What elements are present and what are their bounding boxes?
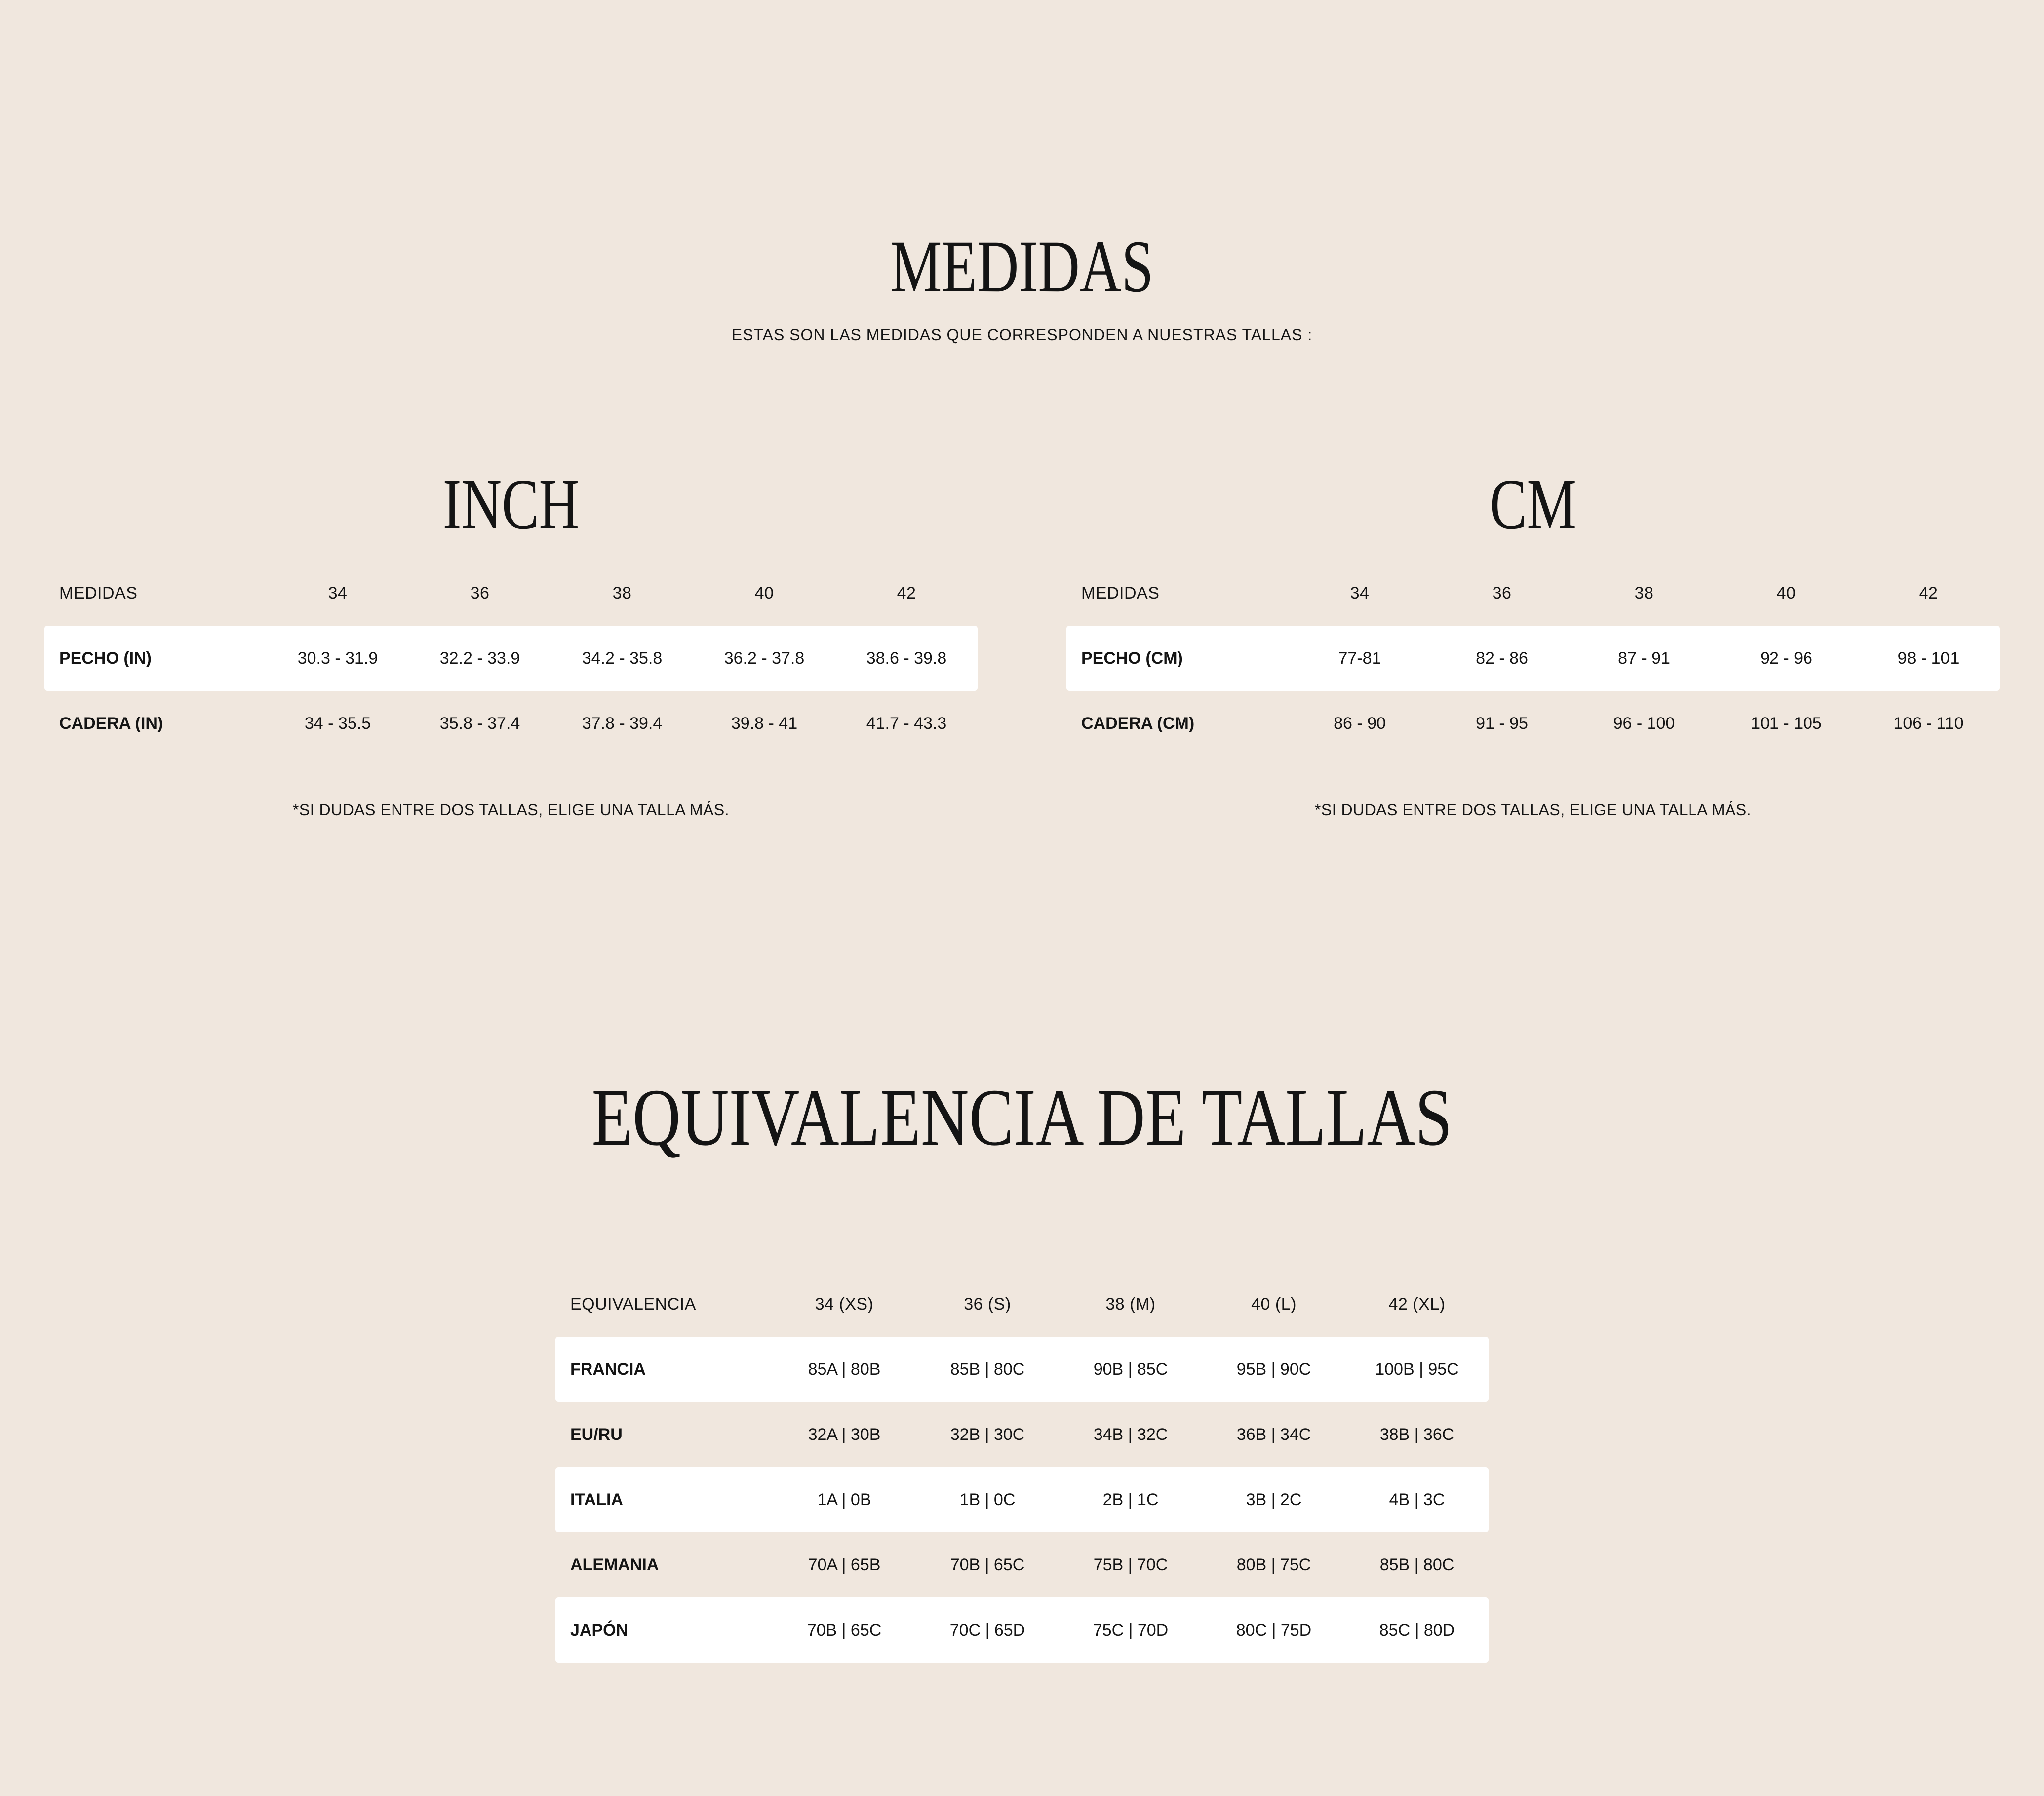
table-cell: 70B | 65C <box>950 1555 1025 1574</box>
row-label: CADERA (CM) <box>1081 714 1195 733</box>
table-cell: 34B | 32C <box>1093 1425 1168 1444</box>
table-cell: 91 - 95 <box>1476 714 1528 733</box>
table-cell: 38B | 36C <box>1379 1425 1454 1444</box>
table-row-francia <box>555 1337 1489 1402</box>
table-cell: 32B | 30C <box>950 1425 1025 1444</box>
column-header: 40 <box>1776 583 1796 602</box>
column-header: 34 <box>1350 583 1370 602</box>
cm-size-table <box>1066 560 2000 756</box>
table-cell: 100B | 95C <box>1375 1359 1459 1379</box>
column-header: MEDIDAS <box>1081 583 1160 602</box>
table-row-cadera <box>1066 691 2000 756</box>
table-cell: 101 - 105 <box>1751 714 1822 733</box>
table-cell: 34 - 35.5 <box>304 714 371 733</box>
row-label: CADERA (IN) <box>59 714 163 733</box>
column-header: 36 <box>1492 583 1512 602</box>
column-header: 38 <box>612 583 632 602</box>
table-cell: 1A | 0B <box>817 1490 871 1509</box>
table-cell: 70B | 65C <box>807 1620 882 1639</box>
row-label: EU/RU <box>570 1425 623 1444</box>
table-header-row <box>44 560 978 626</box>
row-label: PECHO (IN) <box>59 648 152 668</box>
table-cell: 75C | 70D <box>1093 1620 1169 1639</box>
table-cell: 3B | 2C <box>1246 1490 1302 1509</box>
column-header: 42 <box>897 583 916 602</box>
table-cell: 2B | 1C <box>1102 1490 1159 1509</box>
table-cell: 36B | 34C <box>1236 1425 1311 1444</box>
table-cell: 34.2 - 35.8 <box>582 648 663 668</box>
table-cell: 82 - 86 <box>1476 648 1528 668</box>
table-header-row <box>1066 560 2000 626</box>
table-cell: 38.6 - 39.8 <box>866 648 947 668</box>
column-header: 34 (XS) <box>815 1294 874 1314</box>
table-cell: 37.8 - 39.4 <box>582 714 663 733</box>
table-cell: 1B | 0C <box>959 1490 1016 1509</box>
table-row-eu-ru <box>555 1402 1489 1467</box>
table-row-alemania <box>555 1532 1489 1597</box>
table-cell: 87 - 91 <box>1618 648 1670 668</box>
table-cell: 90B | 85C <box>1093 1359 1168 1379</box>
table-cell: 96 - 100 <box>1613 714 1675 733</box>
row-label: PECHO (CM) <box>1081 648 1183 668</box>
table-cell: 32A | 30B <box>808 1425 881 1444</box>
table-cell: 70C | 65D <box>949 1620 1025 1639</box>
row-label: FRANCIA <box>570 1359 646 1379</box>
table-cell: 85C | 80D <box>1379 1620 1455 1639</box>
table-row-cadera <box>44 691 978 756</box>
table-cell: 39.8 - 41 <box>731 714 798 733</box>
table-cell: 106 - 110 <box>1893 714 1964 733</box>
table-cell: 95B | 90C <box>1236 1359 1311 1379</box>
table-cell: 80B | 75C <box>1236 1555 1311 1574</box>
table-cell: 30.3 - 31.9 <box>297 648 378 668</box>
row-label: ALEMANIA <box>570 1555 659 1574</box>
table-cell: 70A | 65B <box>808 1555 881 1574</box>
column-header: EQUIVALENCIA <box>570 1294 696 1314</box>
row-label: ITALIA <box>570 1490 624 1509</box>
size-equivalence-table <box>555 1272 1489 1663</box>
column-header: 42 <box>1919 583 1938 602</box>
table-header-row <box>555 1272 1489 1337</box>
row-label: JAPÓN <box>570 1620 629 1639</box>
inch-section-title: INCH <box>442 465 580 544</box>
table-cell: 41.7 - 43.3 <box>866 714 947 733</box>
column-header: 38 (M) <box>1105 1294 1156 1314</box>
page-subtitle: ESTAS SON LAS MEDIDAS QUE CORRESPONDEN A NUESTRAS TALLAS : <box>731 326 1313 344</box>
table-cell: 85A | 80B <box>808 1359 881 1379</box>
table-cell: 75B | 70C <box>1093 1555 1168 1574</box>
inch-size-table <box>44 560 978 756</box>
table-cell: 35.8 - 37.4 <box>439 714 520 733</box>
table-cell: 80C | 75D <box>1236 1620 1312 1639</box>
column-header: 42 (XL) <box>1388 1294 1446 1314</box>
column-header: 36 (S) <box>964 1294 1011 1314</box>
table-cell: 85B | 80C <box>950 1359 1025 1379</box>
table-row-pecho <box>44 626 978 691</box>
table-cell: 4B | 3C <box>1389 1490 1445 1509</box>
column-header: 40 (L) <box>1251 1294 1297 1314</box>
table-row-japon <box>555 1597 1489 1663</box>
equivalence-section-title: EQUIVALENCIA DE TALLAS <box>591 1072 1453 1162</box>
table-cell: 85B | 80C <box>1379 1555 1454 1574</box>
table-cell: 32.2 - 33.9 <box>439 648 520 668</box>
column-header: 38 <box>1634 583 1654 602</box>
inch-size-note: *SI DUDAS ENTRE DOS TALLAS, ELIGE UNA TALLA MÁS. <box>292 801 730 819</box>
table-cell: 92 - 96 <box>1760 648 1812 668</box>
table-cell: 36.2 - 37.8 <box>724 648 805 668</box>
cm-size-note: *SI DUDAS ENTRE DOS TALLAS, ELIGE UNA TALLA MÁS. <box>1314 801 1752 819</box>
table-row-italia <box>555 1467 1489 1532</box>
cm-section-title: CM <box>1489 465 1577 544</box>
column-header: MEDIDAS <box>59 583 138 602</box>
table-cell: 77-81 <box>1338 648 1381 668</box>
column-header: 36 <box>470 583 490 602</box>
column-header: 34 <box>328 583 348 602</box>
column-header: 40 <box>754 583 774 602</box>
table-cell: 98 - 101 <box>1897 648 1960 668</box>
table-cell: 86 - 90 <box>1334 714 1386 733</box>
page-title: MEDIDAS <box>890 226 1154 308</box>
table-row-pecho <box>1066 626 2000 691</box>
